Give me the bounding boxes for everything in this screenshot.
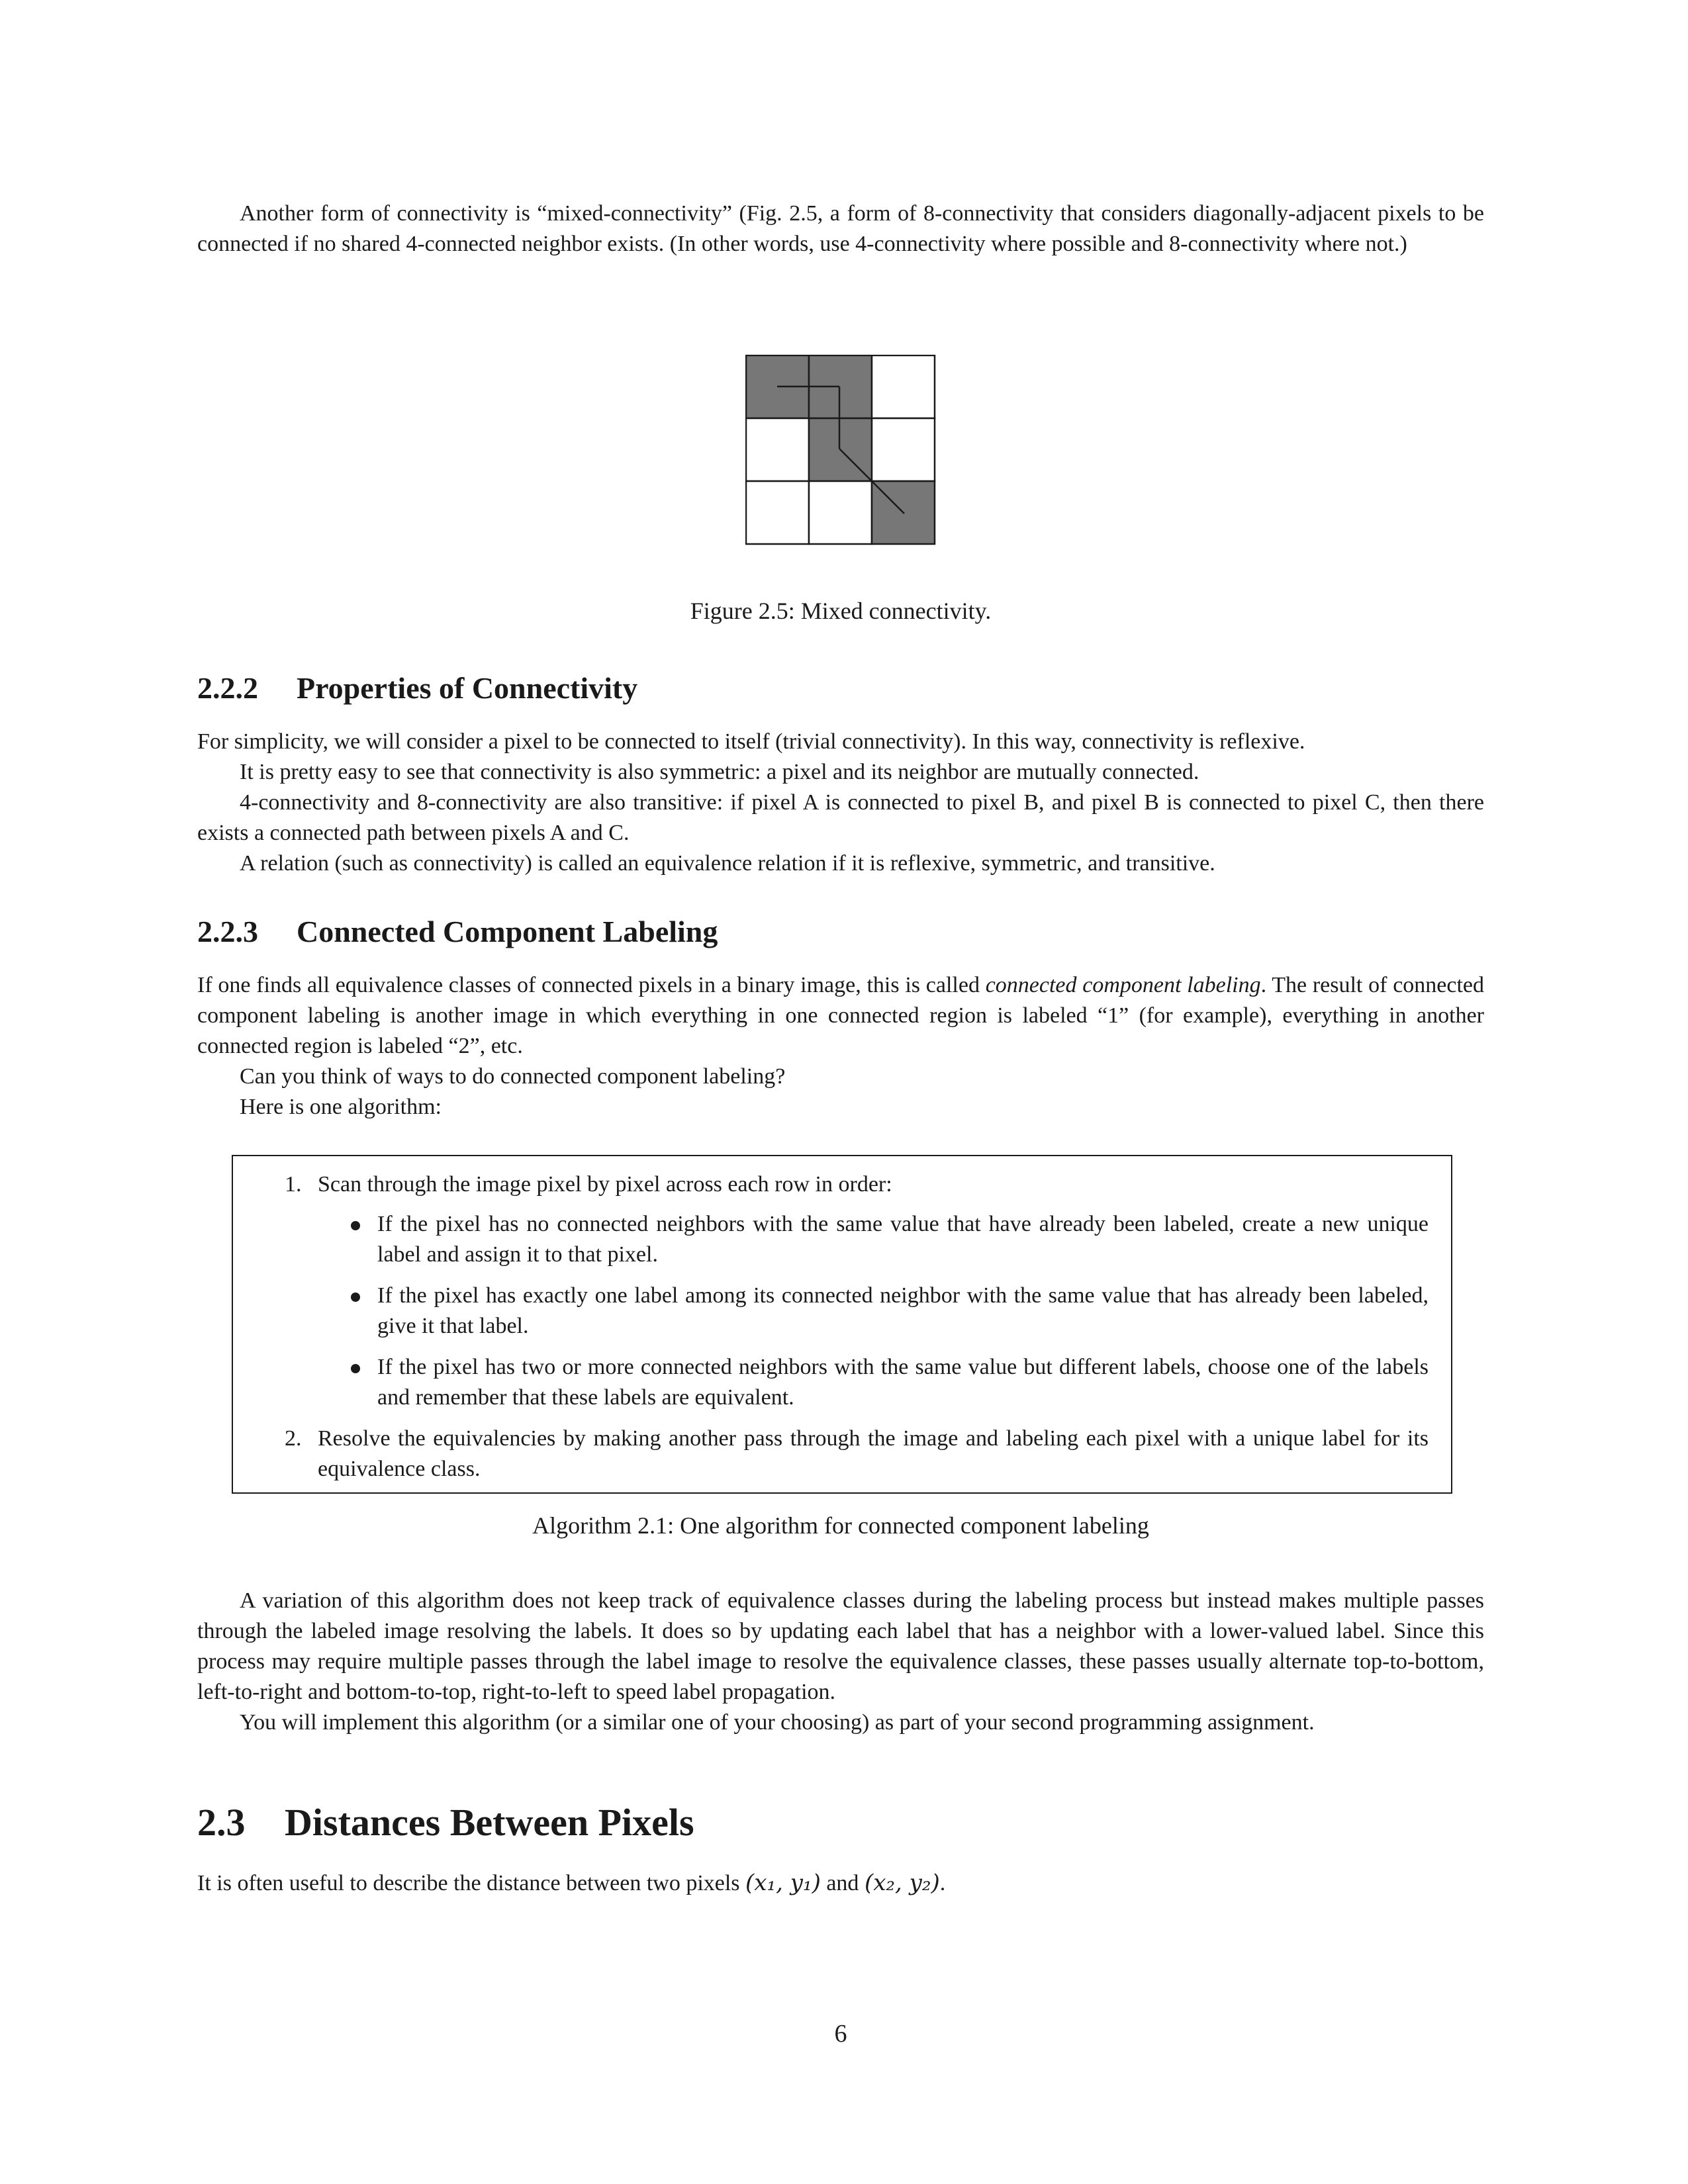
bullet-dot	[351, 1293, 360, 1302]
algorithm-box	[232, 1155, 1452, 1494]
math-expression: (x₂, y₂)	[864, 1870, 940, 1896]
step-number: 1.	[285, 1172, 302, 1197]
paragraph: Can you think of ways to do connected component labeling?	[240, 1064, 786, 1089]
grid-cell-empty	[809, 481, 872, 544]
intro-paragraph: Another form of connectivity is “mixed-connectivity” (Fig. 2.5, a form of 8-connectivity that considers diagonally-adjacent pixels to be connected if no shared 4-connected neighbor exists. (In other words, use 4-connectivity where possible and 8-connectivity where not.)	[197, 201, 1484, 256]
section-number: 2.2.3	[197, 915, 258, 948]
paragraph: A variation of this algorithm does not keep track of equivalence classes during the labeling process but instead makes multiple passes through the labeled image resolving the labels. It does so by updating each label that has a neighbor with a lower-valued label. Since this process may require multiple passes through the label image to resolve the equivalence classes, these passes usually alternate top-to-bottom, left-to-right and bottom-to-top, right-to-left to speed label propagation.	[197, 1588, 1484, 1704]
section-heading-properties	[197, 670, 637, 707]
paragraph: Here is one algorithm:	[240, 1095, 442, 1119]
paragraph: It is pretty easy to see that connectivity is also symmetric: a pixel and its neighbor are mutually connected.	[240, 760, 1199, 784]
section-title: Properties of Connectivity	[297, 671, 638, 705]
paragraph: A relation (such as connectivity) is called an equivalence relation if it is reflexive, symmetric, and transitive.	[240, 851, 1215, 876]
page-number: 6	[834, 2020, 847, 2048]
algorithm-bullet: If the pixel has exactly one label among its connected neighbor with the same value that has already been labeled, give it that label.	[377, 1283, 1429, 1338]
algorithm-step: Scan through the image pixel by pixel across each row in order:	[318, 1172, 892, 1197]
section-title: Distances Between Pixels	[285, 1801, 694, 1844]
step-number: 2.	[285, 1426, 302, 1451]
section-number: 2.2.2	[197, 671, 258, 705]
section-number: 2.3	[197, 1801, 246, 1844]
paragraph: If one finds all equivalence classes of connected pixels in a binary image, this is called connected component labeling. The result of connected component labeling is another image in which everything in one connected region is labeled “1” (for example), everything in another connected region is labeled “2”, etc.	[197, 973, 1485, 1058]
bullet-dot	[351, 1221, 360, 1230]
algorithm-bullet: If the pixel has two or more connected neighbors with the same value but different labels, choose one of the labels and remember that these labels are equivalent.	[377, 1355, 1429, 1410]
grid-cell-empty	[746, 481, 809, 544]
paragraph: It is often useful to describe the distance between two pixels (x₁, y₁) and (x₂, y₂).	[197, 1870, 946, 1896]
algorithm-step: Resolve the equivalencies by making another pass through the image and labeling each pixel with a unique label for its equivalence class.	[318, 1426, 1429, 1481]
section-title: Connected Component Labeling	[297, 915, 718, 948]
grid-cell-empty	[872, 355, 935, 418]
math-expression: (x₁, y₁)	[745, 1870, 821, 1896]
bullet-dot	[351, 1364, 360, 1373]
algorithm-bullet: If the pixel has no connected neighbors with the same value that have already been labeled, create a new unique label and assign it to that pixel.	[377, 1212, 1429, 1267]
figure-caption: Figure 2.5: Mixed connectivity.	[690, 598, 992, 624]
algorithm-caption: Algorithm 2.1: One algorithm for connected component labeling	[532, 1512, 1149, 1539]
grid-cell-empty	[872, 418, 935, 481]
paragraph: For simplicity, we will consider a pixel to be connected to itself (trivial connectivity). In this way, connectivity is reflexive.	[197, 729, 1305, 754]
paragraph: You will implement this algorithm (or a similar one of your choosing) as part of your second programming assignment.	[240, 1710, 1315, 1735]
paragraph: 4-connectivity and 8-connectivity are also transitive: if pixel A is connected to pixel B, and pixel B is connected to pixel C, then there exists a connected path between pixels A and C.	[197, 790, 1484, 845]
section-heading-distances	[197, 1800, 694, 1845]
emphasized-term: connected component labeling	[985, 973, 1261, 997]
mixed-connectivity-figure	[745, 355, 939, 548]
grid-cell-empty	[746, 418, 809, 481]
section-heading-labeling	[197, 913, 718, 950]
